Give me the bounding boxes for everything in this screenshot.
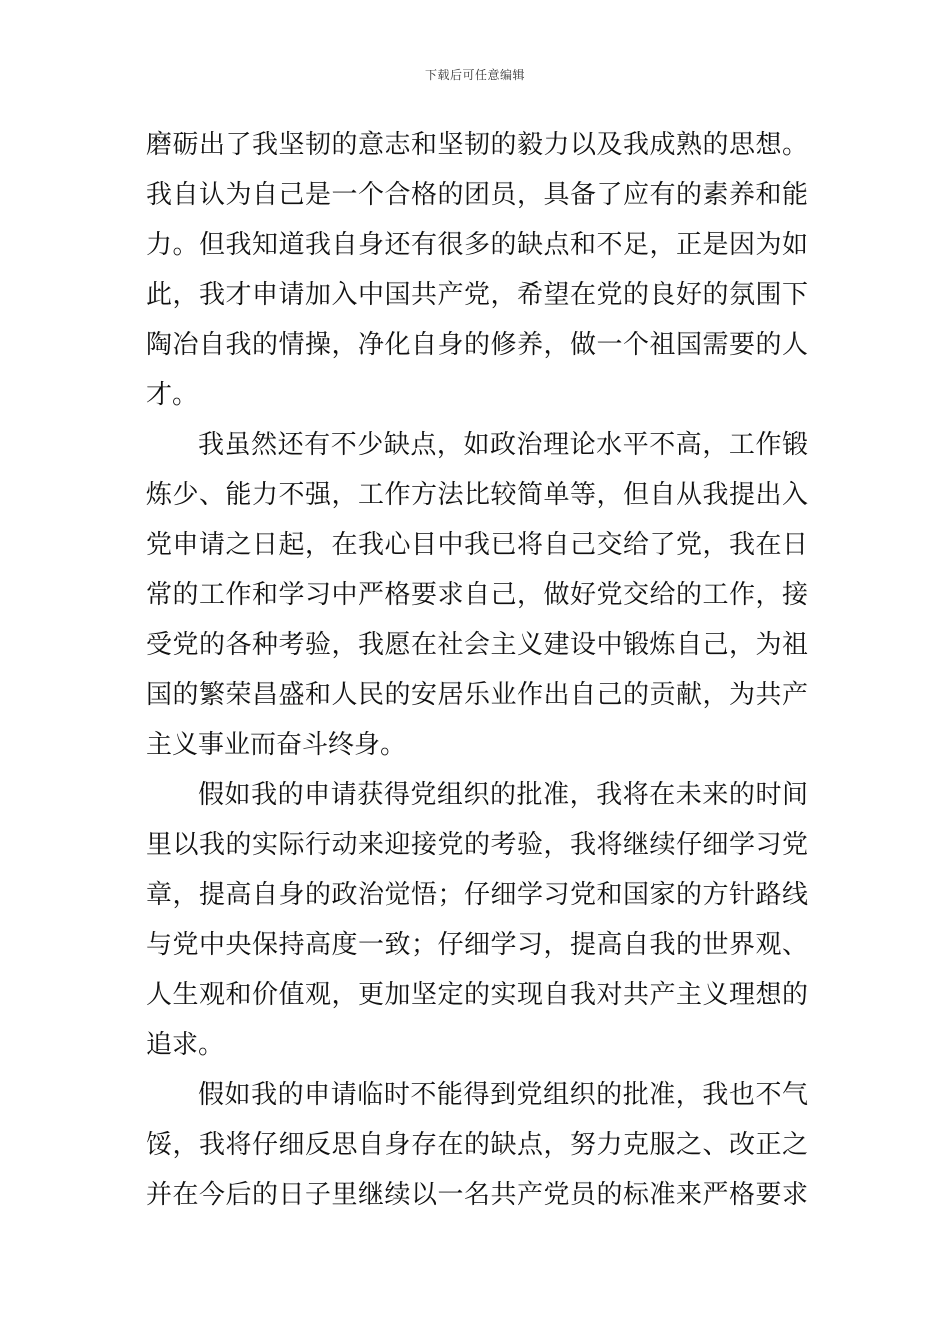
text-line: 才。 bbox=[146, 380, 199, 410]
text-line: 假如我的申请临时不能得到党组织的批准，我也不气 bbox=[198, 1080, 808, 1110]
text-line: 磨砺出了我坚韧的意志和坚韧的毅力以及我成熟的思想。 bbox=[146, 130, 808, 160]
text-line: 假如我的申请获得党组织的批准，我将在未来的时间 bbox=[198, 780, 808, 810]
text-line: 里以我的实际行动来迎接党的考验，我将继续仔细学习党 bbox=[146, 830, 808, 860]
text-line: 追求。 bbox=[146, 1030, 225, 1060]
text-line: 主义事业而奋斗终身。 bbox=[146, 730, 407, 760]
text-line: 此，我才申请加入中国共产党，希望在党的良好的氛围下 bbox=[146, 280, 808, 310]
text-line: 国的繁荣昌盛和人民的安居乐业作出自己的贡献，为共产 bbox=[146, 680, 808, 710]
text-line: 常的工作和学习中严格要求自己，做好党交给的工作，接 bbox=[146, 580, 808, 610]
text-line: 党申请之日起，在我心目中我已将自己交给了党，我在日 bbox=[146, 530, 808, 560]
text-line: 章，提高自身的政治觉悟；仔细学习党和国家的方针路线 bbox=[146, 880, 808, 910]
text-line: 人生观和价值观，更加坚定的实现自我对共产主义理想的 bbox=[146, 980, 808, 1010]
document-body bbox=[146, 120, 808, 1220]
text-line: 我自认为自己是一个合格的团员，具备了应有的素养和能 bbox=[146, 180, 808, 210]
text-line: 炼少、能力不强，工作方法比较简单等，但自从我提出入 bbox=[146, 480, 808, 510]
page-header: 下载后可任意编辑 bbox=[424, 68, 525, 82]
text-line: 陶冶自我的情操，净化自身的修养，做一个祖国需要的人 bbox=[146, 330, 808, 360]
text-line: 并在今后的日子里继续以一名共产党员的标准来严格要求 bbox=[146, 1180, 808, 1210]
text-line: 与党中央保持高度一致；仔细学习，提高自我的世界观、 bbox=[146, 930, 808, 960]
text-line: 力。但我知道我自身还有很多的缺点和不足，正是因为如 bbox=[146, 230, 808, 260]
text-line: 受党的各种考验，我愿在社会主义建设中锻炼自己，为祖 bbox=[146, 630, 808, 660]
text-line: 我虽然还有不少缺点，如政治理论水平不高，工作锻 bbox=[198, 430, 808, 460]
text-line: 馁，我将仔细反思自身存在的缺点，努力克服之、改正之 bbox=[146, 1130, 808, 1160]
